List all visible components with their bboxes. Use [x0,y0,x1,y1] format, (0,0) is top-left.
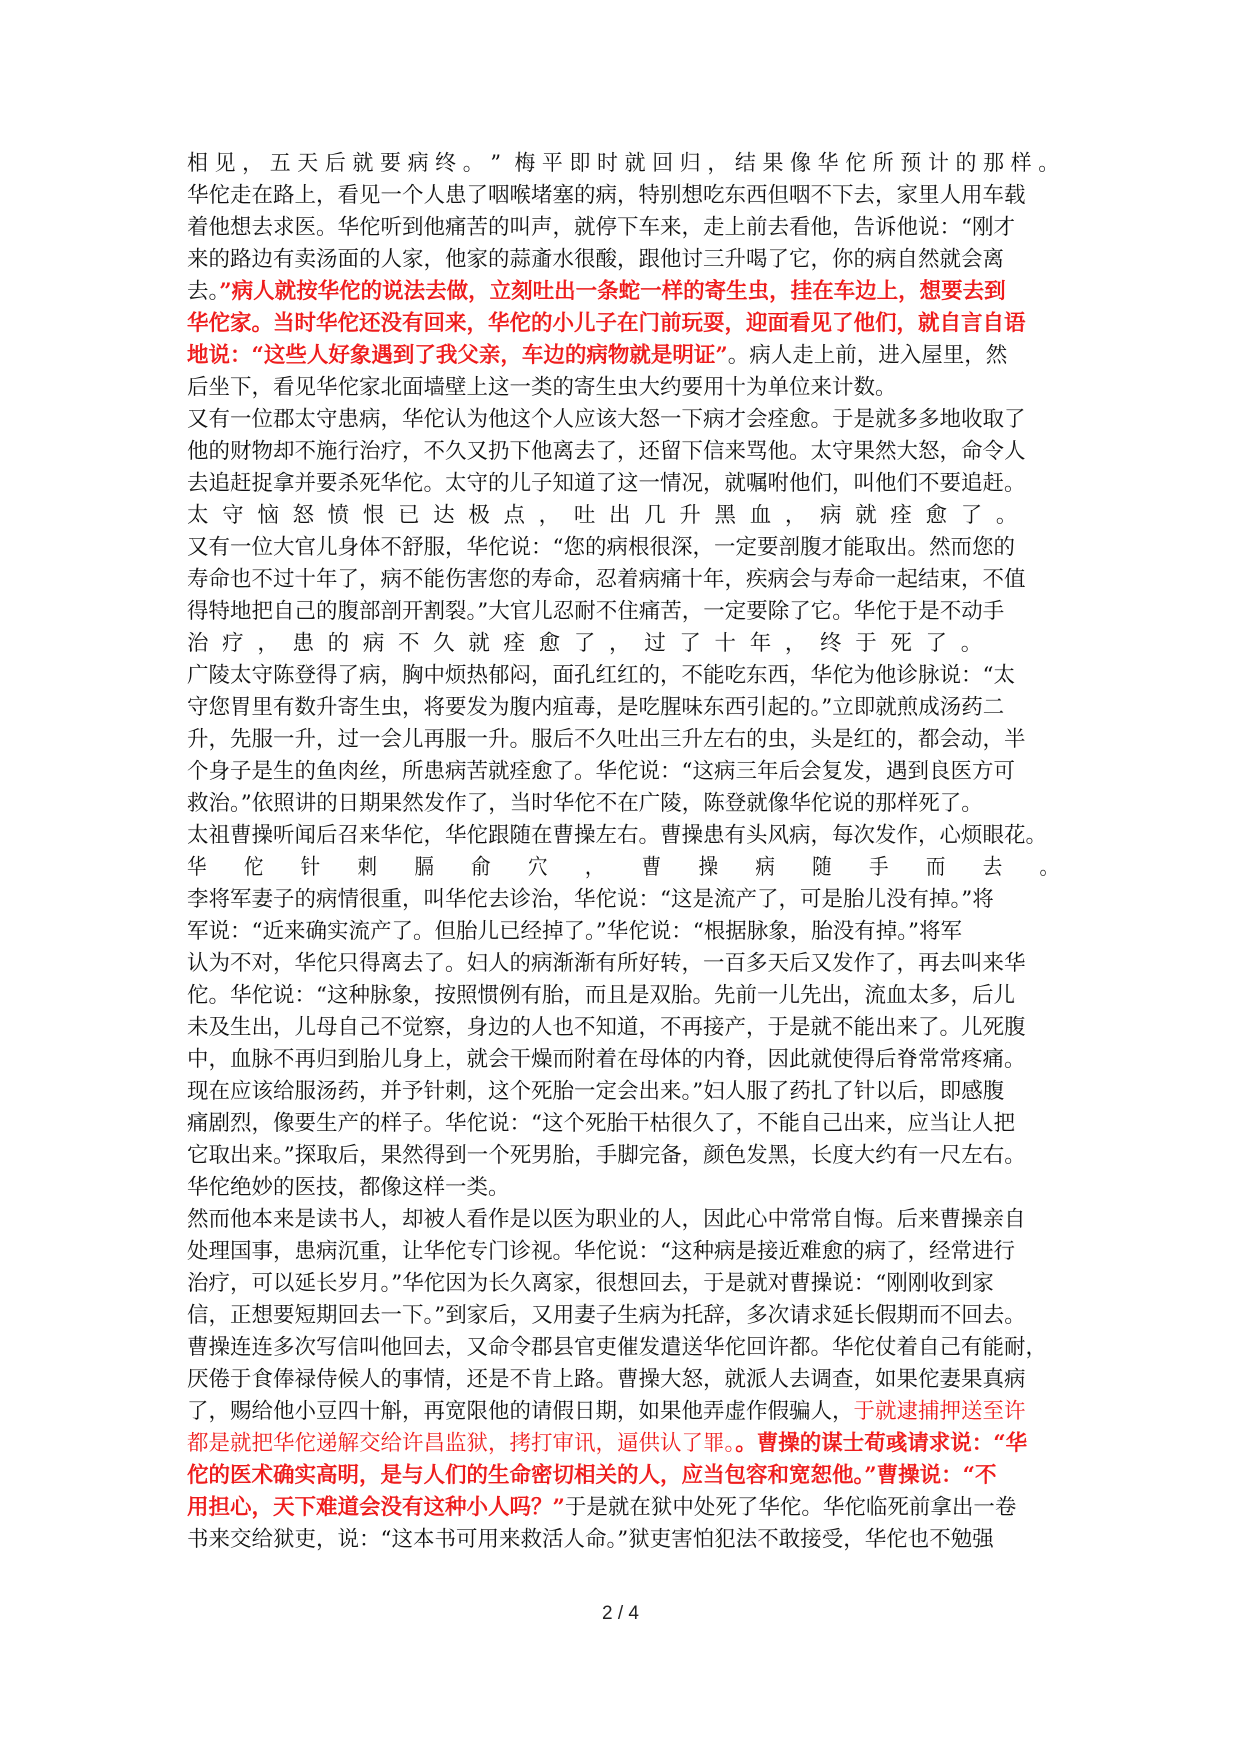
text-line [187,980,1059,1012]
text-line [187,692,1059,724]
text-run: 中，血脉不再归到胎儿身上，就会干燥而附着在母体的内脊，因此就使得后脊常常疼痛。 [187,1047,1026,1072]
highlighted-text: 地说：“这些人好象遇到了我父亲，车边的病物就是明证” [187,343,728,368]
text-run: 后坐下，看见华佗家北面墙壁上这一类的寄生虫大约要用十为单位来计数。 [187,375,897,400]
text-line [187,820,1059,852]
text-run: 治 疗 ， 患 的 病 不 久 就 痊 愈 了 ， 过 了 十 年 ， 终 于 死 了 。 [187,631,983,656]
text-run: 华佗绝妙的医技，都像这样一类。 [187,1175,510,1200]
text-line [187,1492,1059,1524]
text-line [187,1172,1059,1204]
text-run: 治疗，可以延长岁月。”华佗因为长久离家，很想回去，于是就对曹操说：“刚刚收到家 [187,1271,994,1296]
page-number: 2 / 4 [602,1603,639,1624]
body-text [187,148,1059,1556]
text-line [187,1236,1059,1268]
text-run: 了，赐给他小豆四十斛，再宽限他的请假日期，如果他弄虚作假骗人， [187,1399,854,1424]
text-run: 军说：“近来确实流产了。但胎儿已经掉了。”华佗说：“根据脉象，胎没有掉。”将军 [187,919,962,944]
text-run: 佗。华佗说：“这种脉象，按照惯例有胎，而且是双胎。先前一儿先出，流血太多，后儿 [187,983,1015,1008]
text-run: 痛剧烈，像要生产的样子。华佗说：“这个死胎干枯很久了，不能自己出来，应当让人把 [187,1111,1015,1136]
text-run: 华 佗 针 刺 膈 俞 穴 ， 曹 操 病 随 手 而 去 。 [187,855,1060,880]
text-line [187,564,1059,596]
text-line [187,1076,1059,1108]
text-run: 寿命也不过十年了，病不能伤害您的寿命，忍着病痛十年，疾病会与寿命一起结束，不值 [187,567,1026,592]
text-run: 得特地把自己的腹部剖开割裂。”大官儿忍耐不住痛苦，一定要除了它。华佗于是不动手 [187,599,1005,624]
text-line [187,468,1059,500]
text-line [187,1108,1059,1140]
text-line [187,212,1059,244]
text-run: 他的财物却不施行治疗，不久又扔下他离去了，还留下信来骂他。太守果然大怒，命令人 [187,439,1026,464]
text-line [187,788,1059,820]
highlighted-text: ”病人就按华佗的说法去做，立刻吐出一条蛇一样的寄生虫，挂在车边上，想要去到 [219,279,1006,304]
highlighted-text: 佗的医术确实高明，是与人们的生命密切相关的人，应当包容和宽恕他。”曹操说：“不 [187,1463,997,1488]
text-run: 去追赶捉拿并要杀死华佗。太守的儿子知道了这一情况，就嘱咐他们，叫他们不要追赶。 [187,471,1026,496]
text-line [187,1012,1059,1044]
text-line [187,1204,1059,1236]
text-line [187,948,1059,980]
text-line [187,1396,1059,1428]
text-run: 于是就在狱中处死了华佗。华佗临死前拿出一卷 [564,1495,1017,1520]
highlighted-text: 。曹操的谋士荀彧请求说：“华 [735,1431,1028,1456]
text-line [187,404,1059,436]
text-line [187,436,1059,468]
text-run: 又有一位大官儿身体不舒服，华佗说：“您的病根很深，一定要剖腹才能取出。然而您的 [187,535,1015,560]
highlighted-text: 都是就把华佗递解交给许昌监狱，拷打审讯，逼供认了罪。 [187,1431,736,1456]
text-line [187,1140,1059,1172]
text-line [187,148,1060,180]
text-line [187,1268,1059,1300]
text-line [187,372,1059,404]
text-line [187,852,1060,884]
text-line [187,596,1059,628]
text-line [187,244,1059,276]
text-line [187,1044,1059,1076]
text-line [187,724,1059,756]
text-line [187,276,1059,308]
text-run: 着他想去求医。华佗听到他痛苦的叫声，就停下车来，走上前去看他，告诉他说：“刚才 [187,215,1015,240]
text-run: 处理国事，患病沉重，让华佗专门诊视。华佗说：“这种病是接近难愈的病了，经常进行 [187,1239,1015,1264]
highlighted-text: 用担心，天下难道会没有这种小人吗？” [187,1495,565,1520]
text-line [187,1300,1059,1332]
text-run: 李将军妻子的病情很重，叫华佗去诊治，华佗说：“这是流产了，可是胎儿没有掉。”将 [187,887,994,912]
text-run: 救治。”依照讲的日期果然发作了，当时华佗不在广陵，陈登就像华佗说的那样死了。 [187,791,983,816]
text-line [187,756,1059,788]
text-run: 去。 [187,279,220,304]
text-run: 守您胃里有数升寄生虫，将要发为腹内疽毒，是吃腥味东西引起的。”立即就煎成汤药二 [187,695,1005,720]
text-run: 曹操连连多次写信叫他回去，又命令郡县官吏催发遣送华佗回许都。华佗仗着自己有能耐， [187,1335,1048,1360]
text-line [187,340,1059,372]
text-line [187,500,1059,532]
text-run: 厌倦于食俸禄侍候人的事情，还是不肯上路。曹操大怒，就派人去调查，如果佗妻果真病 [187,1367,1026,1392]
text-run: 未及生出，儿母自己不觉察，身边的人也不知道，不再接产，于是就不能出来了。儿死腹 [187,1015,1026,1040]
text-line [187,628,1059,660]
highlighted-text: 华佗家。当时华佗还没有回来，华佗的小儿子在门前玩耍，迎面看见了他们，就自言自语 [187,311,1026,336]
text-line [187,1524,1059,1556]
text-run: 它取出来。”探取后，果然得到一个死男胎，手脚完备，颜色发黑，长度大约有一尺左右。 [187,1143,1026,1168]
text-run: 又有一位郡太守患病，华佗认为他这个人应该大怒一下病才会痊愈。于是就多多地收取了 [187,407,1026,432]
text-line [187,1428,1059,1460]
text-line [187,660,1059,692]
text-run: 相 见 ， 五 天 后 就 要 病 终 。 ” 梅 平 即 时 就 回 归 ， 结 果 像 华 佗 所 预 计 的 那 样 。 [187,151,1060,176]
text-line [187,532,1059,564]
text-run: 信，正想要短期回去一下。”到家后，又用妻子生病为托辞，多次请求延长假期而不回去。 [187,1303,1026,1328]
highlighted-text: 于就逮捕押送至许 [853,1399,1026,1424]
text-line [187,1364,1059,1396]
text-run: 太祖曹操听闻后召来华佗，华佗跟随在曹操左右。曹操患有头风病，每次发作，心烦眼花。 [187,823,1048,848]
text-run: 个身子是生的鱼肉丝，所患病苦就痊愈了。华佗说：“这病三年后会复发，遇到良医方可 [187,759,1015,784]
text-line [187,1460,1059,1492]
text-line [187,916,1059,948]
text-line [187,1332,1059,1364]
text-run: 华佗走在路上，看见一个人患了咽喉堵塞的病，特别想吃东西但咽不下去，家里人用车载 [187,183,1026,208]
text-run: 太 守 恼 怒 愤 恨 已 达 极 点 ， 吐 出 几 升 黑 血 ， 病 就 痊 愈 了 。 [187,503,1018,528]
text-run: 认为不对，华佗只得离去了。妇人的病渐渐有所好转，一百多天后又发作了，再去叫来华 [187,951,1026,976]
text-line [187,180,1059,212]
text-run: 来的路边有卖汤面的人家，他家的蒜齑水很酸，跟他讨三升喝了它，你的病自然就会离 [187,247,1005,272]
text-run: 书来交给狱吏，说：“这本书可用来救活人命。”狱吏害怕犯法不敢接受，华佗也不勉强 [187,1527,994,1552]
text-run: 升，先服一升，过一会儿再服一升。服后不久吐出三升左右的虫，头是红的，都会动，半 [187,727,1026,752]
text-run: 然而他本来是读书人，却被人看作是以医为职业的人，因此心中常常自悔。后来曹操亲自 [187,1207,1026,1232]
text-run: 现在应该给服汤药，并予针刺，这个死胎一定会出来。”妇人服了药扎了针以后，即感腹 [187,1079,1005,1104]
text-run: 。病人走上前，进入屋里，然 [727,343,1008,368]
text-line [187,308,1059,340]
text-run: 广陵太守陈登得了病，胸中烦热郁闷，面孔红红的，不能吃东西，华佗为他诊脉说：“太 [187,663,1015,688]
text-line [187,884,1059,916]
